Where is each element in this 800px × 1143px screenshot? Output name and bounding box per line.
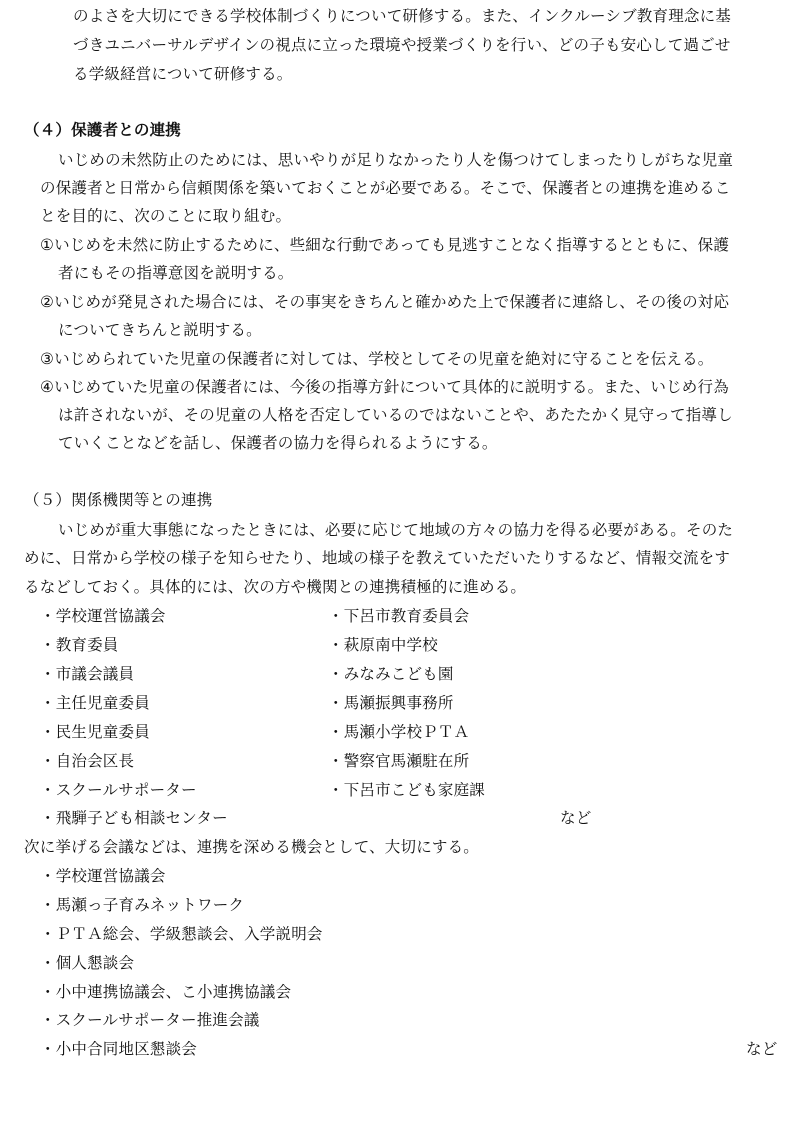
partner-item: ・民生児童委員 xyxy=(40,723,150,741)
partner-item: ・警察官馬瀬駐在所 xyxy=(328,752,470,770)
section4-item-cont: についてきちんと説明する。 xyxy=(58,321,262,339)
section4-item-cont: 者にもその指導意図を説明する。 xyxy=(58,264,294,282)
partner-item: ・飛騨子ども相談センター xyxy=(40,809,228,827)
partner-item: ・馬瀬小学校ＰＴＡ xyxy=(328,723,470,741)
partner-item: ・自治会区長 xyxy=(40,752,135,770)
section4-paragraph-line: とを目的に、次のことに取り組む。 xyxy=(40,207,292,225)
intro-line: づきユニバーサルデザインの視点に立った環境や授業づくりを行い、どの子も安心して過ごせ xyxy=(73,36,731,54)
meeting-item: ・学校運営協議会 xyxy=(40,867,166,885)
partner-item: ・下呂市こども家庭課 xyxy=(328,781,486,799)
section4-item: ④いじめていた児童の保護者には、今後の指導方針について具体的に説明する。また、いじめ行為 xyxy=(40,378,729,396)
partners-etc: など xyxy=(560,809,592,827)
partner-item: ・馬瀬振興事務所 xyxy=(328,694,454,712)
meetings-intro: 次に挙げる会議などは、連携を深める機会として、大切にする。 xyxy=(24,838,479,856)
meeting-item: ・小中連携協議会、こ小連携協議会 xyxy=(40,983,292,1001)
meeting-item: ・スクールサポーター推進会議 xyxy=(40,1011,260,1029)
partner-item: ・萩原南中学校 xyxy=(328,636,438,654)
section5-paragraph-line: いじめが重大事態になったときには、必要に応じて地域の方々の協力を得る必要がある。そのた xyxy=(58,521,734,539)
meeting-item: ・ＰＴＡ総会、学級懇談会、入学説明会 xyxy=(40,925,323,943)
meetings-etc: など xyxy=(746,1040,778,1058)
partner-item: ・下呂市教育委員会 xyxy=(328,607,470,625)
partner-item: ・学校運営協議会 xyxy=(40,607,166,625)
partner-item: ・みなみこども園 xyxy=(328,665,454,683)
partner-item: ・スクールサポーター xyxy=(40,781,197,799)
section4-item: ①いじめを未然に防止するために、些細な行動であっても見逃すことなく指導するとともに、保護 xyxy=(40,236,730,254)
intro-line: のよさを大切にできる学校体制づくりについて研修する。また、インクルーシブ教育理念に基 xyxy=(73,7,732,25)
section4-paragraph-line: いじめの未然防止のためには、思いやりが足りなかったり人を傷つけてしまったりしがちな児童 xyxy=(58,151,734,169)
meeting-item: ・個人懇談会 xyxy=(40,954,135,972)
section5-heading: （５）関係機関等との連携 xyxy=(24,491,213,509)
section5-paragraph-line: めに、日常から学校の様子を知らせたり、地域の様子を教えていただいたりするなど、情報交流をす xyxy=(24,549,731,567)
section5-paragraph-line: るなどしておく。具体的には、次の方や機関との連携積極的に進める。 xyxy=(24,578,527,596)
meeting-item: ・小中合同地区懇談会 xyxy=(40,1040,198,1058)
section4-paragraph-line: の保護者と日常から信頼関係を築いておくことが必要である。そこで、保護者との連携を進めるこ xyxy=(40,179,731,197)
partner-item: ・教育委員 xyxy=(40,636,119,654)
section4-heading: （４）保護者との連携 xyxy=(24,121,182,139)
section4-item-cont: は許されないが、その児童の人格を否定しているのではないことや、あたたかく見守って指導し xyxy=(58,406,733,424)
meeting-item: ・馬瀬っ子育みネットワーク xyxy=(40,896,245,914)
partner-item: ・市議会議員 xyxy=(40,665,135,683)
intro-line: る学級経営について研修する。 xyxy=(73,65,293,83)
section4-item: ②いじめが発見された場合には、その事実をきちんと確かめた上で保護者に連絡し、その後の対応 xyxy=(40,293,730,311)
section4-item: ③いじめられていた児童の保護者に対しては、学校としてその児童を絶対に守ることを伝える。 xyxy=(40,350,714,368)
partner-item: ・主任児童委員 xyxy=(40,694,150,712)
section4-item-cont: ていくことなどを話し、保護者の協力を得られるようにする。 xyxy=(58,434,498,452)
